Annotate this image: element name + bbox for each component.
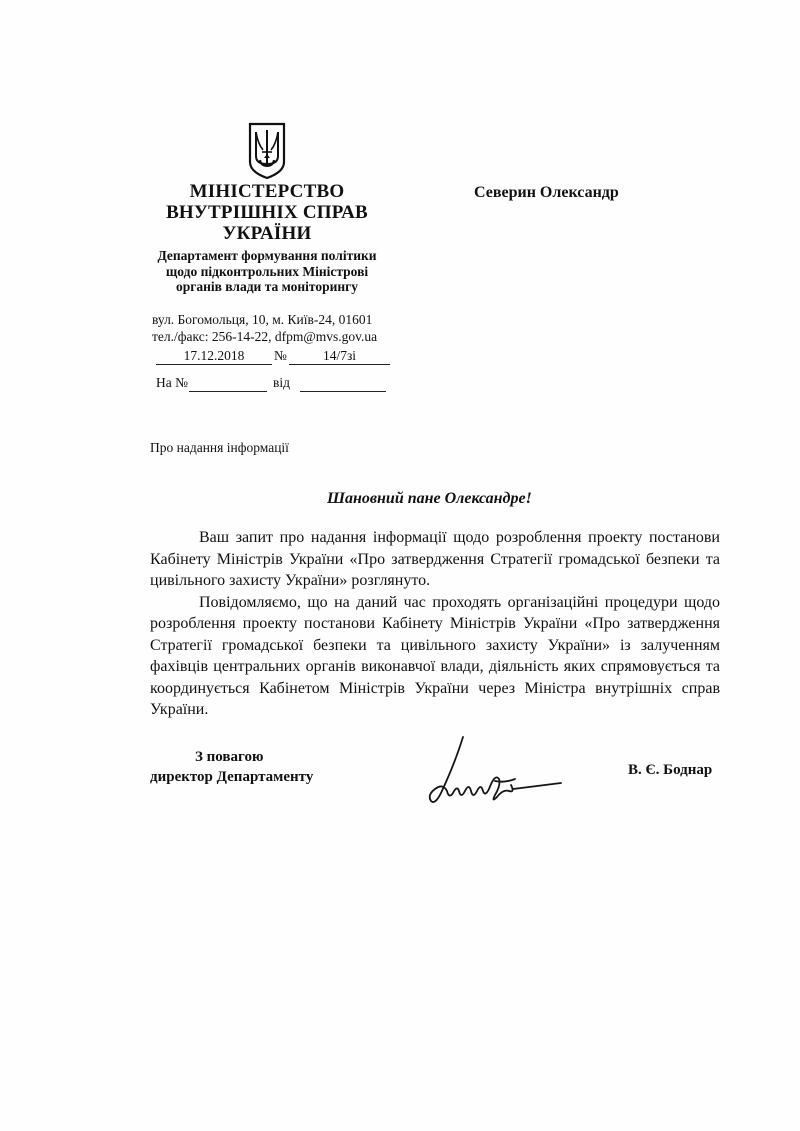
in-reply-label: На № [156, 375, 188, 390]
trident-coat-of-arms-icon [247, 122, 287, 180]
address-line: вул. Богомольця, 10, м. Київ-24, 01601 [152, 312, 373, 327]
letter-subject: Про надання інформації [150, 440, 289, 455]
recipient-name: Северин Олександр [474, 184, 619, 201]
from-label: від [273, 375, 290, 390]
ministry-name-line: МІНІСТЕРСТВО [189, 181, 345, 202]
letter-body [150, 527, 720, 721]
registration-number: 14/7зі [289, 348, 390, 365]
closing-greeting: З повагою [195, 749, 264, 765]
body-paragraph: Повідомляємо, що на даний час проходять організаційні процедури щодо розроблення проекту постанови Кабінету Міністрів України «Про затвердження Стратегії громадської безпеки та цивільного захисту України» із залученням фахівців центральних органів виконавчої влади, діяльність яких спрямовується та координується Кабінетом Міністрів України через Міністра внутрішніх справ України. [150, 593, 720, 718]
sender-address [152, 311, 402, 345]
ministry-name-line: УКРАЇНИ [222, 223, 312, 244]
registration-date: 17.12.2018 [156, 348, 272, 365]
department-name-line: Департамент формування політики [157, 248, 377, 263]
signer-position: директор Департаменту [150, 769, 314, 785]
ministry-name-line: ВНУТРІШНІХ СПРАВ [166, 202, 368, 223]
closing-block [150, 747, 340, 787]
body-paragraph: Ваш запит про надання інформації щодо розроблення проекту постанови Кабінету Міністрів України «Про затвердження Стратегії громадської безпеки та цивільного захисту України» розглянуто. [150, 529, 720, 589]
department-name-line: щодо підконтрольних Міністрові [165, 263, 369, 279]
signer-name: В. Є. Боднар [628, 762, 713, 778]
in-reply-blank [189, 375, 267, 392]
ministry-name [150, 181, 384, 244]
salutation: Шановний пане Олександре! [327, 490, 532, 507]
contact-line: тел./факс: 256-14-22, dfpm@mvs.gov.ua [152, 329, 378, 344]
from-blank [300, 375, 386, 392]
department-name [140, 248, 394, 295]
handwritten-signature-icon [425, 733, 565, 813]
registration-number-label: № [274, 348, 287, 363]
department-name-line: органів влади та моніторингу [175, 279, 359, 294]
